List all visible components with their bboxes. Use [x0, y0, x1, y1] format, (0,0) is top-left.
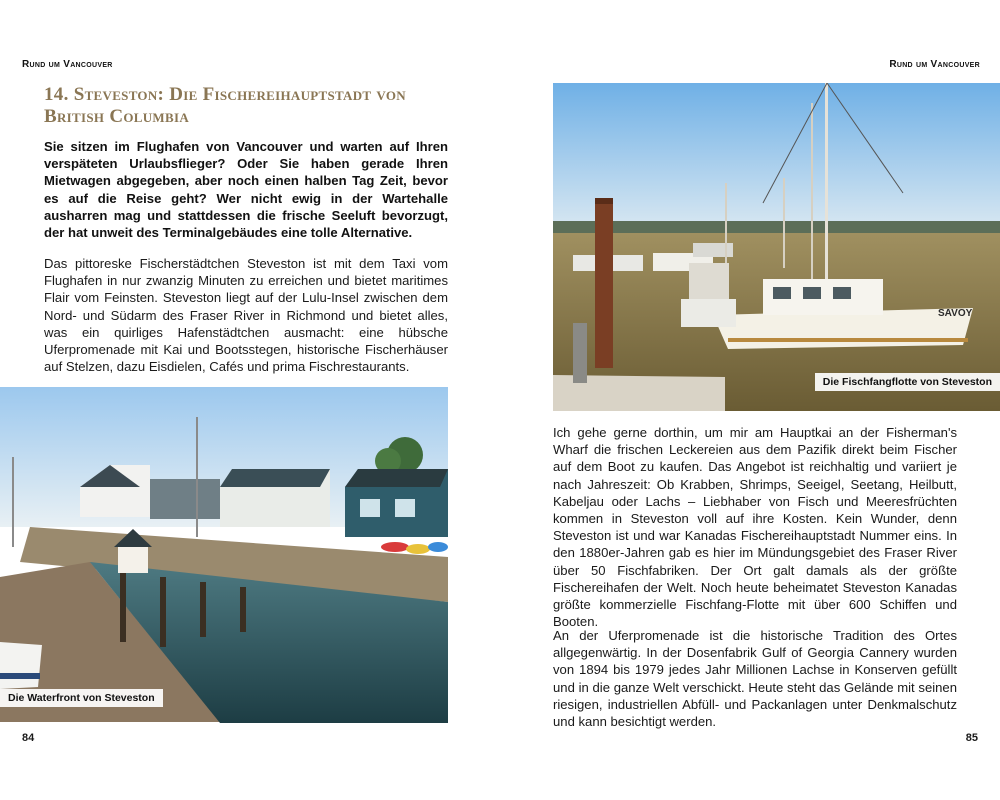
body-paragraph-right-1: Ich gehe gerne dorthin, um mir am Hauptkai an der Fisherman's Wharf die frischen Leckereien aus dem Pazifik direkt beim Fischer auf dem Boot zu kaufen. Das Angebot ist reichhaltig und variiert je nach Jahreszeit: Ob Krabben, Shrimps, Seeigel, Seetang, Heilbutt, Kabeljau oder Lachs – Liebhaber von Fisch und Meeresfrüchten kommen in Steveston voll auf ihre Kosten. Kein Wunder, denn Steveston ist und war Kanadas Fischereihauptstadt Nummer eins. In den 1880er-Jahren gab es hier im Mündungsgebiet des Fraser River über 50 Fischfabriken. Der Ort galt damals als der größte Fischereihafen der Welt. Noch heute beheimatet Steveston Kanadas größte kommerzielle Fischfang-Flotte mit über 600 Schiffen und Booten. [553, 425, 957, 630]
photo-caption-right: Die Fischfangflotte von Steveston [815, 373, 1000, 391]
page-number-left: 84 [22, 732, 35, 744]
lead-paragraph: Sie sitzen im Flughafen von Vancouver und warten auf Ihren verspäteten Urlaubsflieger? Oder Sie haben gerade Ihren Mietwagen abgegeben, aber noch einen halben Tag Zeit, bevor es auf die Reise geht? Wer nicht ewig in der Wartehalle ausharren mag und stattdessen die frische Seeluft bevorzugt, der hat unweit des Terminalgebäudes eine tolle Alternative. [44, 139, 448, 241]
page-number-right: 85 [965, 732, 978, 744]
boat-name: SAVOY [938, 308, 973, 319]
chapter-title: 14. Steveston: Die Fischereihauptstadt von British Columbia [44, 84, 406, 127]
body-paragraph-right-2: An der Uferpromenade ist die historische Tradition des Ortes allgegenwärtig. In der Dosenfabrik Gulf of Georgia Cannery wurden von 1894 bis 1979 jedes Jahr Millionen Lachse in Konserven gefüllt und in die ganze Welt verschickt. Heute steht das Gelände mit seinen riesigen, industriellen Abfüll- und Packanlagen unter Denkmalschutz und kann besichtigt werden. [553, 628, 957, 730]
right-page [510, 0, 1000, 800]
photo-caption-left: Die Waterfront von Steveston [0, 689, 163, 707]
fishing-fleet-illustration [553, 83, 1000, 411]
waterfront-illustration [0, 387, 448, 723]
left-page [0, 0, 490, 800]
waterfront-photo [0, 387, 448, 723]
body-paragraph-left: Das pittoreske Fischerstädtchen Steveston ist mit dem Taxi vom Flughafen in nur zwanzig Minuten zu erreichen und bietet maritimes Flair vom Feinsten. Steveston liegt auf der Lulu-Insel zwischen dem Nord- und Südarm des Fraser River in Richmond und bietet alles, was ein quirliges Hafenstädtchen ausmacht: eine hübsche Uferpromenade mit Kai und Bootsstegen, historische Fischerhäuser auf Stelzen, dazu Eisdielen, Cafés und prima Fischrestaurants. [44, 256, 448, 375]
running-head-left: Rund um Vancouver [22, 59, 113, 70]
fishing-fleet-photo [553, 83, 1000, 411]
running-head-right: Rund um Vancouver [889, 59, 980, 70]
